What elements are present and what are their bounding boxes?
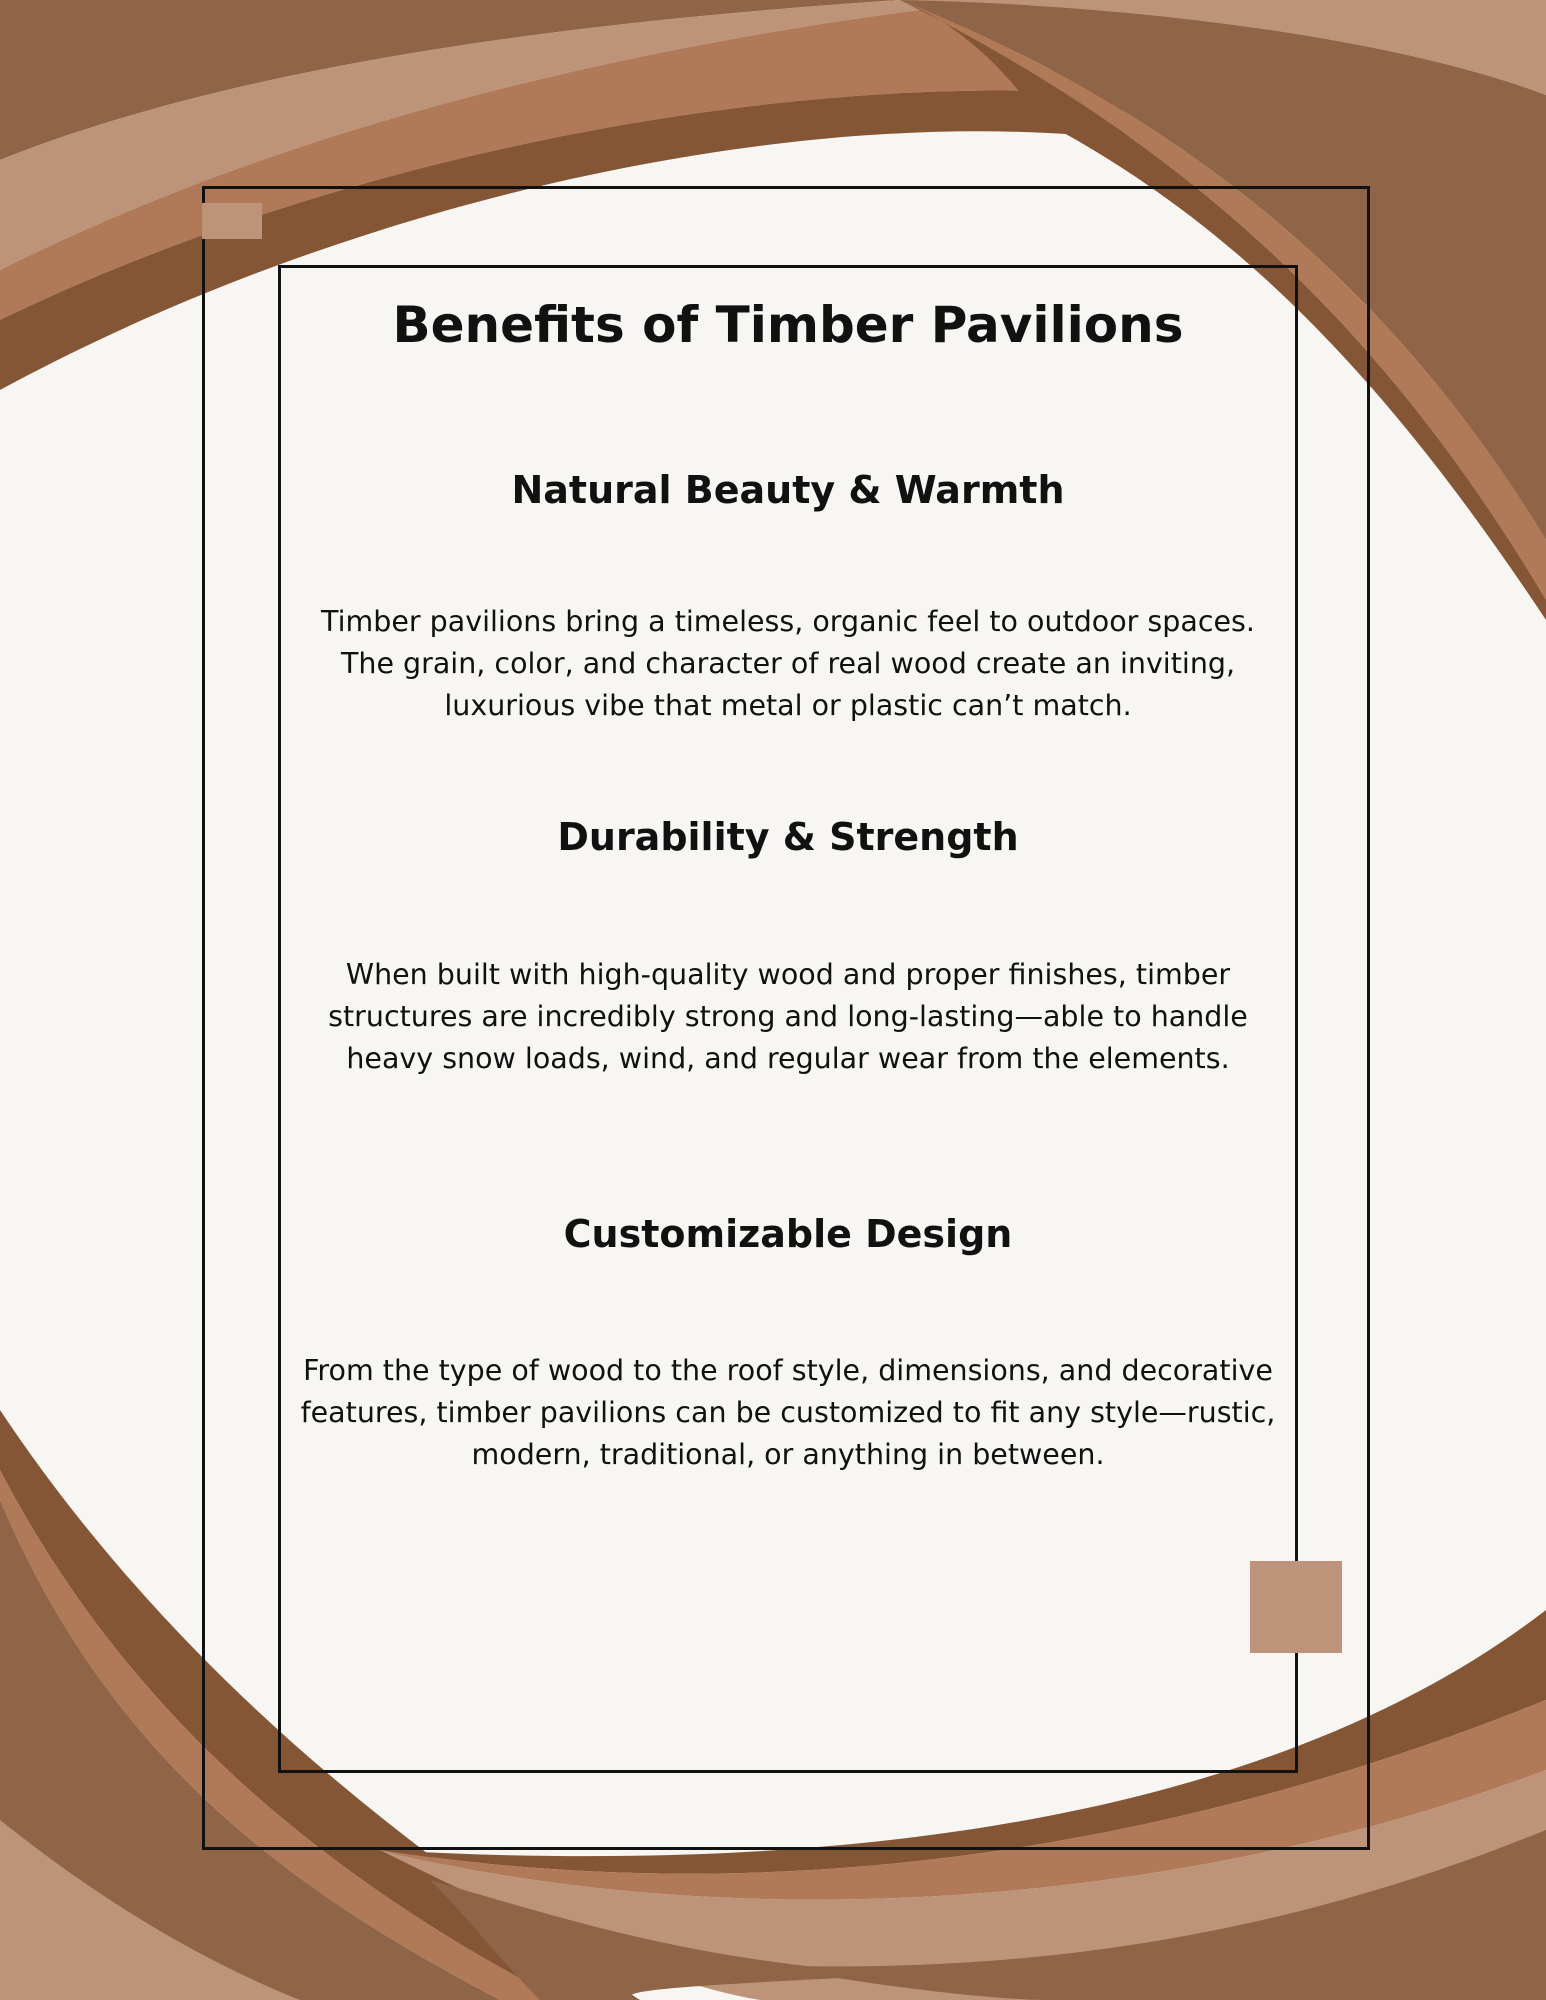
accent-square-bottom-right [1250, 1561, 1342, 1653]
page-title: Benefits of Timber Pavilions [392, 296, 1184, 354]
section-body-customizable [278, 1350, 1298, 1476]
body-line: When built with high-quality wood and proper finishes, timber [345, 958, 1231, 991]
section-body-durability [278, 954, 1298, 1080]
body-line: features, timber pavilions can be customized to fit any style—rustic, [300, 1396, 1276, 1429]
accent-square-top-left [202, 203, 262, 239]
section-body-natural-beauty [278, 601, 1298, 727]
body-line: structures are incredibly strong and long-lasting—able to handle [328, 1000, 1248, 1033]
body-line: luxurious vibe that metal or plastic can’t match. [444, 689, 1132, 722]
body-line: heavy snow loads, wind, and regular wear from the elements. [346, 1042, 1230, 1075]
body-line: modern, traditional, or anything in between. [471, 1438, 1105, 1471]
body-line: Timber pavilions bring a timeless, organic feel to outdoor spaces. [321, 605, 1255, 638]
section-heading-customizable: Customizable Design [563, 1212, 1013, 1256]
section-heading-natural-beauty: Natural Beauty & Warmth [511, 468, 1065, 512]
body-line: From the type of wood to the roof style, dimensions, and decorative [303, 1354, 1273, 1387]
body-line: The grain, color, and character of real wood create an inviting, [340, 647, 1236, 680]
section-heading-durability: Durability & Strength [557, 815, 1019, 859]
